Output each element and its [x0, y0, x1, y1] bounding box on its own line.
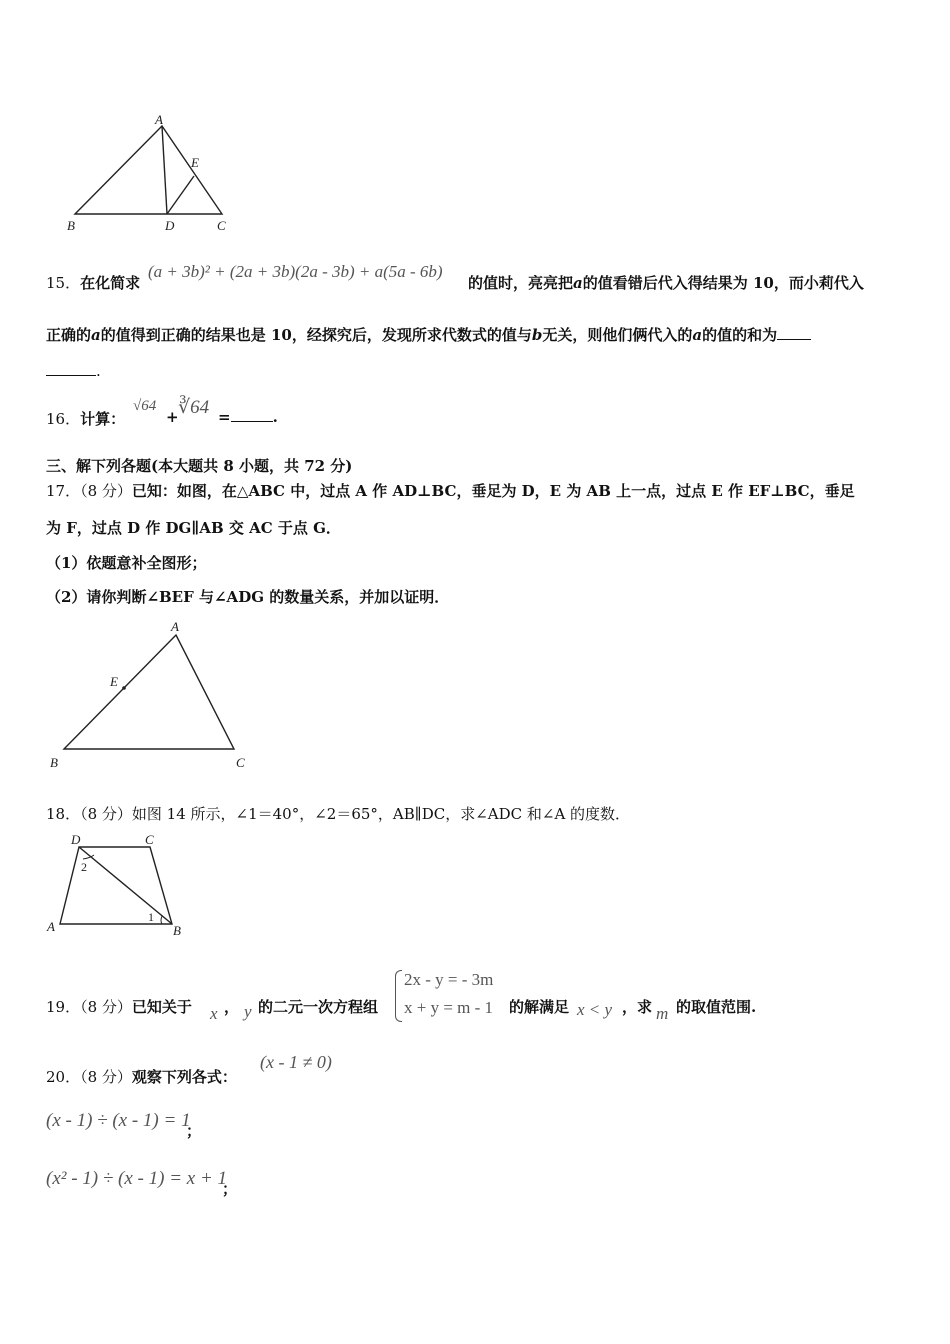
q19-text-3: 的解满足 — [509, 998, 570, 1016]
q15-line2-d: 的值的和为 — [702, 326, 778, 344]
q15-line2-c: 无关，则他们俩代入的 — [542, 326, 693, 344]
q15-text-1: 在化简求 — [80, 274, 141, 292]
q15-number: 15． — [46, 274, 81, 292]
q17-number: 17． — [46, 482, 81, 500]
q16-end: . — [272, 408, 278, 426]
q16-eq: = — [218, 408, 231, 426]
q15-line1-rest — [468, 272, 864, 293]
label-angle-1: 1 — [148, 910, 154, 924]
figure-triangle-ade — [55, 110, 245, 240]
q17-line2: 为 F，过点 D 作 DG∥AB 交 AC 于点 G． — [46, 519, 341, 537]
q17-line1 — [46, 480, 855, 501]
q15-answer-blank-2[interactable] — [46, 375, 96, 376]
q15-line2-b: 的值得到正确的结果也是 10，经探究后，发现所求代数式的值与 — [100, 326, 532, 344]
q15-text-3: 的值看错后代入得结果为 10，而小莉代入 — [582, 274, 864, 292]
q15-var-a: a — [573, 274, 583, 292]
label-d-q18: D — [71, 832, 81, 847]
q16-equals — [218, 408, 278, 426]
q19-var-y: y — [244, 1002, 252, 1021]
q19-sep: ， — [224, 998, 240, 1016]
label-e: E — [191, 155, 199, 170]
q15-line2-a: 正确的 — [46, 326, 92, 344]
q18-number: 18． — [46, 805, 81, 823]
q19-text-5: 的取值范围. — [676, 998, 757, 1016]
q15-line3 — [46, 362, 101, 380]
q19-text-4: ，求 — [622, 998, 653, 1016]
q20-eq1: (x - 1) ÷ (x - 1) = 1 — [46, 1110, 191, 1131]
q20-semi-1: ； — [186, 1122, 202, 1140]
q18-text: 如图 14 所示，∠1＝40°，∠2＝65°，AB∥DC，求∠ADC 和∠A 的度数． — [131, 805, 631, 823]
figure-q17-triangle — [40, 615, 260, 775]
label-b-q18: B — [173, 923, 181, 938]
q20-eq2: (x² - 1) ÷ (x - 1) = x + 1 — [46, 1168, 228, 1189]
diagonal-db — [79, 847, 172, 924]
segment-de — [167, 176, 194, 214]
label-c-q17: C — [236, 755, 245, 770]
q16-text: 计算： — [80, 410, 126, 428]
label-e-q17: E — [110, 674, 118, 689]
q20-number: 20． — [46, 1068, 81, 1086]
q19-text-1: 已知关于 — [131, 998, 192, 1016]
trapezoid-abcd — [60, 847, 172, 924]
q16-sqrt: √64 — [133, 398, 157, 414]
label-d: D — [165, 218, 175, 233]
angle-1-arc — [161, 916, 162, 924]
q16-answer-blank[interactable] — [231, 421, 273, 422]
q19-var-x: x — [210, 1004, 218, 1023]
label-a: A — [155, 112, 163, 127]
label-c: C — [217, 218, 226, 233]
label-b: B — [67, 218, 75, 233]
q17-sub2: （2）请你判断∠BEF 与∠ADG 的数量关系，并加以证明． — [46, 588, 450, 606]
q19-score: （8 分） — [80, 998, 132, 1016]
q19-number: 19． — [46, 998, 81, 1016]
q19-text-2: 的二元一次方程组 — [258, 998, 379, 1016]
label-a-q18: A — [47, 919, 55, 934]
q19-var-m: m — [656, 1004, 669, 1023]
q20-text: 观察下列各式： — [131, 1068, 237, 1086]
point-e — [122, 686, 126, 690]
q15-end: . — [96, 362, 101, 380]
q15-text-2: 的值时，亮亮把 — [468, 274, 574, 292]
q19-condition: x < y — [577, 1000, 613, 1019]
q15-expression: (a + 3b)² + (2a + 3b)(2a - 3b) + a(5a - 6b) — [148, 262, 443, 281]
q15-var-a-2: a — [91, 326, 101, 344]
label-c-q18: C — [145, 832, 154, 847]
q15-var-a-3: a — [692, 326, 703, 344]
q15-line1 — [46, 272, 140, 293]
q20-semi-2: ； — [222, 1180, 238, 1198]
q18-line — [46, 803, 630, 824]
q16-plus: + — [166, 408, 179, 426]
q15-var-b: b — [531, 326, 543, 344]
q19-system-brace — [395, 970, 402, 1022]
triangle-abc-q17 — [64, 635, 234, 749]
q15-answer-blank-1[interactable] — [777, 339, 811, 340]
q16-number: 16． — [46, 410, 81, 428]
triangle-abc — [75, 126, 222, 214]
label-angle-2: 2 — [81, 860, 87, 874]
label-b-q17: B — [50, 755, 58, 770]
q16-line — [46, 408, 125, 429]
q19-prefix — [46, 996, 192, 1017]
label-a-q17: A — [171, 619, 179, 634]
q20-condition: (x - 1 ≠ 0) — [260, 1052, 332, 1072]
q18-score: （8 分） — [80, 805, 132, 823]
q19-eq1: 2x - y = - 3m — [404, 970, 494, 989]
q17-text-1: 已知：如图，在△ABC 中，过点 A 作 AD⊥BC，垂足为 D，E 为 AB 上一点，过点 E 作 EF⊥BC，垂足 — [131, 482, 855, 500]
q16-cbrt: ∛64 — [178, 397, 210, 418]
q20-score: （8 分） — [80, 1068, 132, 1086]
q17-score: （8 分） — [80, 482, 132, 500]
section-3-title: 三、解下列各题(本大题共 8 小题，共 72 分) — [46, 457, 353, 475]
figure-q18-trapezoid — [40, 830, 200, 940]
segment-ad — [162, 126, 167, 214]
q20-line — [46, 1066, 237, 1087]
q15-line2 — [46, 324, 811, 345]
q17-sub1: （1）依题意补全图形； — [46, 554, 207, 572]
q19-eq2: x + y = m - 1 — [404, 998, 494, 1017]
